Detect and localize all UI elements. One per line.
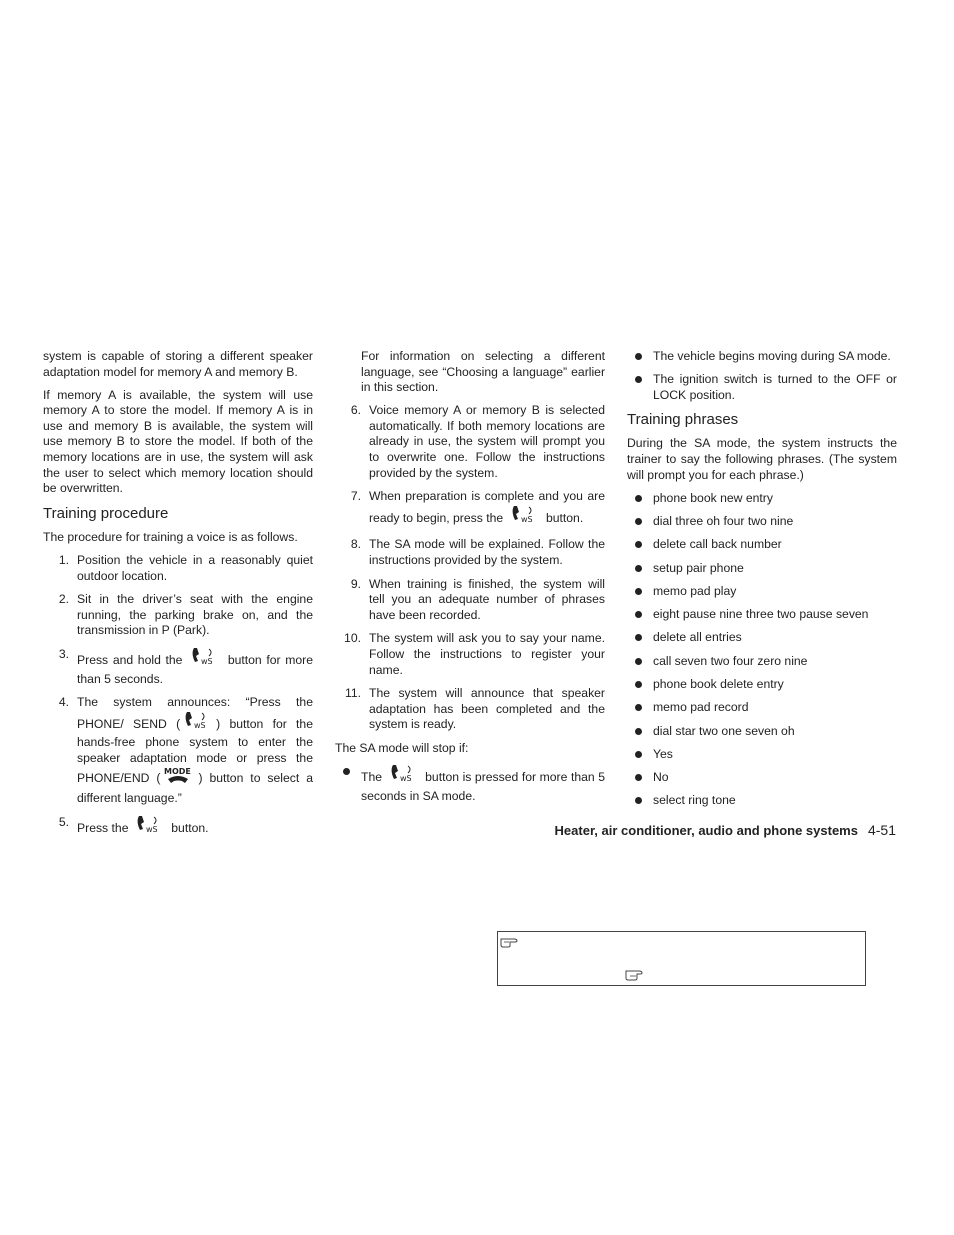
step-text: The system will ask you to say your name. Follow the instructions to register your name. [369,631,605,677]
step-text: Position the vehicle in a reasonably quiet outdoor location. [77,552,313,583]
step-8 [335,537,605,568]
step-number: 4. [58,695,69,710]
bullet-text: The vehicle begins moving during SA mode. [653,349,891,363]
step-5 [43,815,313,840]
step-text: The system will announce that speaker adaptation has been completed and the system is ready. [369,686,605,732]
bullet-dot [627,724,653,740]
bullet-dot [627,770,653,786]
step-9 [335,577,605,624]
phone-send-icon [191,647,219,672]
phone-send-icon [136,815,164,840]
step-number: 6. [350,403,361,418]
step-text-part: Press and hold the [77,652,183,667]
step-number: 8. [350,537,361,552]
phrase-text: memo pad record [653,700,749,715]
phrase-text: delete all entries [653,630,742,645]
bullet-dot [627,349,653,365]
phrase-item [627,793,897,809]
bullet-dot [627,491,653,507]
step-text-part: When preparation is complete and you are ready to begin, press the [369,489,605,525]
reference-box [497,931,866,986]
svg-text:wS: wS [194,720,206,730]
step-number: 7. [350,489,361,504]
column-right [627,349,897,817]
step-text: Voice memory A or memory B is selected automatically. If both memory locations are already in use, the system will prompt you to overwrite one. Follow the instructions provided by the system. [369,403,605,480]
column-left [43,349,313,847]
phrase-item [627,630,897,646]
step-11 [335,686,605,733]
phrase-item [627,607,897,623]
bullet-dot [627,677,653,693]
bullet-dot [627,654,653,670]
step-3 [43,647,313,687]
mode-label: MODE [164,767,192,777]
phrase-item [627,700,897,716]
phrase-text: delete call back number [653,537,782,552]
svg-text:wS: wS [201,656,213,666]
step-number: 9. [350,576,361,591]
paragraph: For information on selecting a different language, see “Choosing a language” earlier in this section. [361,349,605,395]
bullet-item [627,372,897,403]
phrase-text: phone book delete entry [653,677,784,691]
phrase-list [627,491,897,809]
phrase-text: dial star two one seven oh [653,723,795,738]
phrase-item [627,747,897,763]
step-text-part: ) button for the hands-free phone system to enter the speaker adaptation mode or press the PHONE/END ( [77,716,313,786]
paragraph: If memory A is available, the system will use memory A to store the model. If memory A is in use and memory B is available, the system will use memory B to store the model. If both of the memory locations are in use, the system will ask the user to select which memory location should be overwritten. [43,387,313,496]
step-1 [43,553,313,584]
phrase-text: phone book new entry [653,490,773,505]
step-text-part: Press the [77,820,129,835]
section-heading: Training phrases [627,411,739,429]
bullet-text-part: button is pressed for more than 5 seconds in SA mode. [361,770,605,803]
phrase-text: eight pause nine three two pause seven [653,607,869,622]
bullet-item [335,764,605,804]
phone-send-icon [511,505,539,530]
step-text [77,695,313,807]
paragraph: system is capable of storing a different speaker adaptation model for memory A and memory B. [43,349,313,379]
phrase-text: setup pair phone [653,560,744,575]
step-number: 3. [58,646,69,661]
section-heading: Training procedure [43,504,169,522]
phrase-item [627,654,897,670]
bullet-text-part: The [361,770,383,785]
phrase-item [627,491,897,507]
bullet-dot [627,630,653,646]
step-text [369,489,605,529]
bullet-dot [627,747,653,763]
step-text: When training is finished, the system will tell you an adequate number of phrases have been recorded. [369,576,605,622]
bullet-dot [627,700,653,716]
pointing-hand-icon [500,934,522,953]
step-number: 1. [58,552,69,567]
paragraph: During the SA mode, the system instructs the trainer to say the following phrases. (The system will prompt you for each phrase.) [627,436,897,482]
phrase-item [627,770,897,786]
phrase-item [627,724,897,740]
phrase-item [627,677,897,693]
phrase-item [627,561,897,577]
svg-text:wS: wS [399,774,412,784]
svg-text:wS: wS [145,824,158,834]
step-text: Sit in the driver’s seat with the engine running, the parking brake on, and the transmission in P (Park). [77,592,313,638]
step-text-part: button. [545,510,584,525]
bullet-dot [627,561,653,577]
step-number: 2. [58,592,69,607]
phrase-text: Yes [653,746,673,761]
paragraph: The SA mode will stop if: [335,740,469,755]
step-text: The SA mode will be explained. Follow the instructions provided by the system. [369,537,605,568]
step-number: 5. [58,814,69,829]
step-7 [335,489,605,529]
step-text-part: The system announces: “Press the PHONE/ SEND ( [77,695,313,731]
phrase-text: memo pad play [653,583,737,598]
column-middle [335,349,605,812]
step-6 [335,403,605,481]
step-4 [43,695,313,807]
phrase-item [627,584,897,600]
phone-send-icon [390,764,418,789]
phrase-text: No [653,770,669,785]
step-number: 11. [344,686,361,701]
step-text [77,647,313,687]
phrase-item [627,537,897,553]
phrase-text: select ring tone [653,793,736,808]
page-footer [555,822,896,838]
svg-text:wS: wS [520,514,533,524]
phone-end-mode-icon [162,766,196,791]
bullet-dot [627,793,653,809]
bullet-dot [627,584,653,600]
bullet-dot [335,764,361,804]
bullet-item [627,349,897,365]
paragraph: The procedure for training a voice is as follows. [43,529,298,544]
phrase-item [627,514,897,530]
step-text [77,815,313,840]
step-number: 10. [344,631,361,646]
section-title: Heater, air conditioner, audio and phone systems [554,823,858,838]
phone-send-icon [184,711,212,736]
step-text-part: ) button to select a different language.” [77,771,313,806]
step-2 [43,592,313,639]
phrase-text: call seven two four zero nine [653,653,808,668]
bullet-dot [627,372,653,403]
bullet-dot [627,607,653,623]
bullet-dot [627,537,653,553]
pointing-hand-icon [625,967,647,986]
phrase-text: dial three oh four two nine [653,514,794,529]
bullet-text: The ignition switch is turned to the OFF or LOCK position. [653,372,897,402]
step-10 [335,631,605,678]
bullet-dot [627,514,653,530]
page-number: 4-51 [867,822,896,838]
step-text-part: button for more than 5 seconds. [77,652,314,686]
bullet-text [361,764,605,804]
step-text-part: button. [171,820,209,835]
